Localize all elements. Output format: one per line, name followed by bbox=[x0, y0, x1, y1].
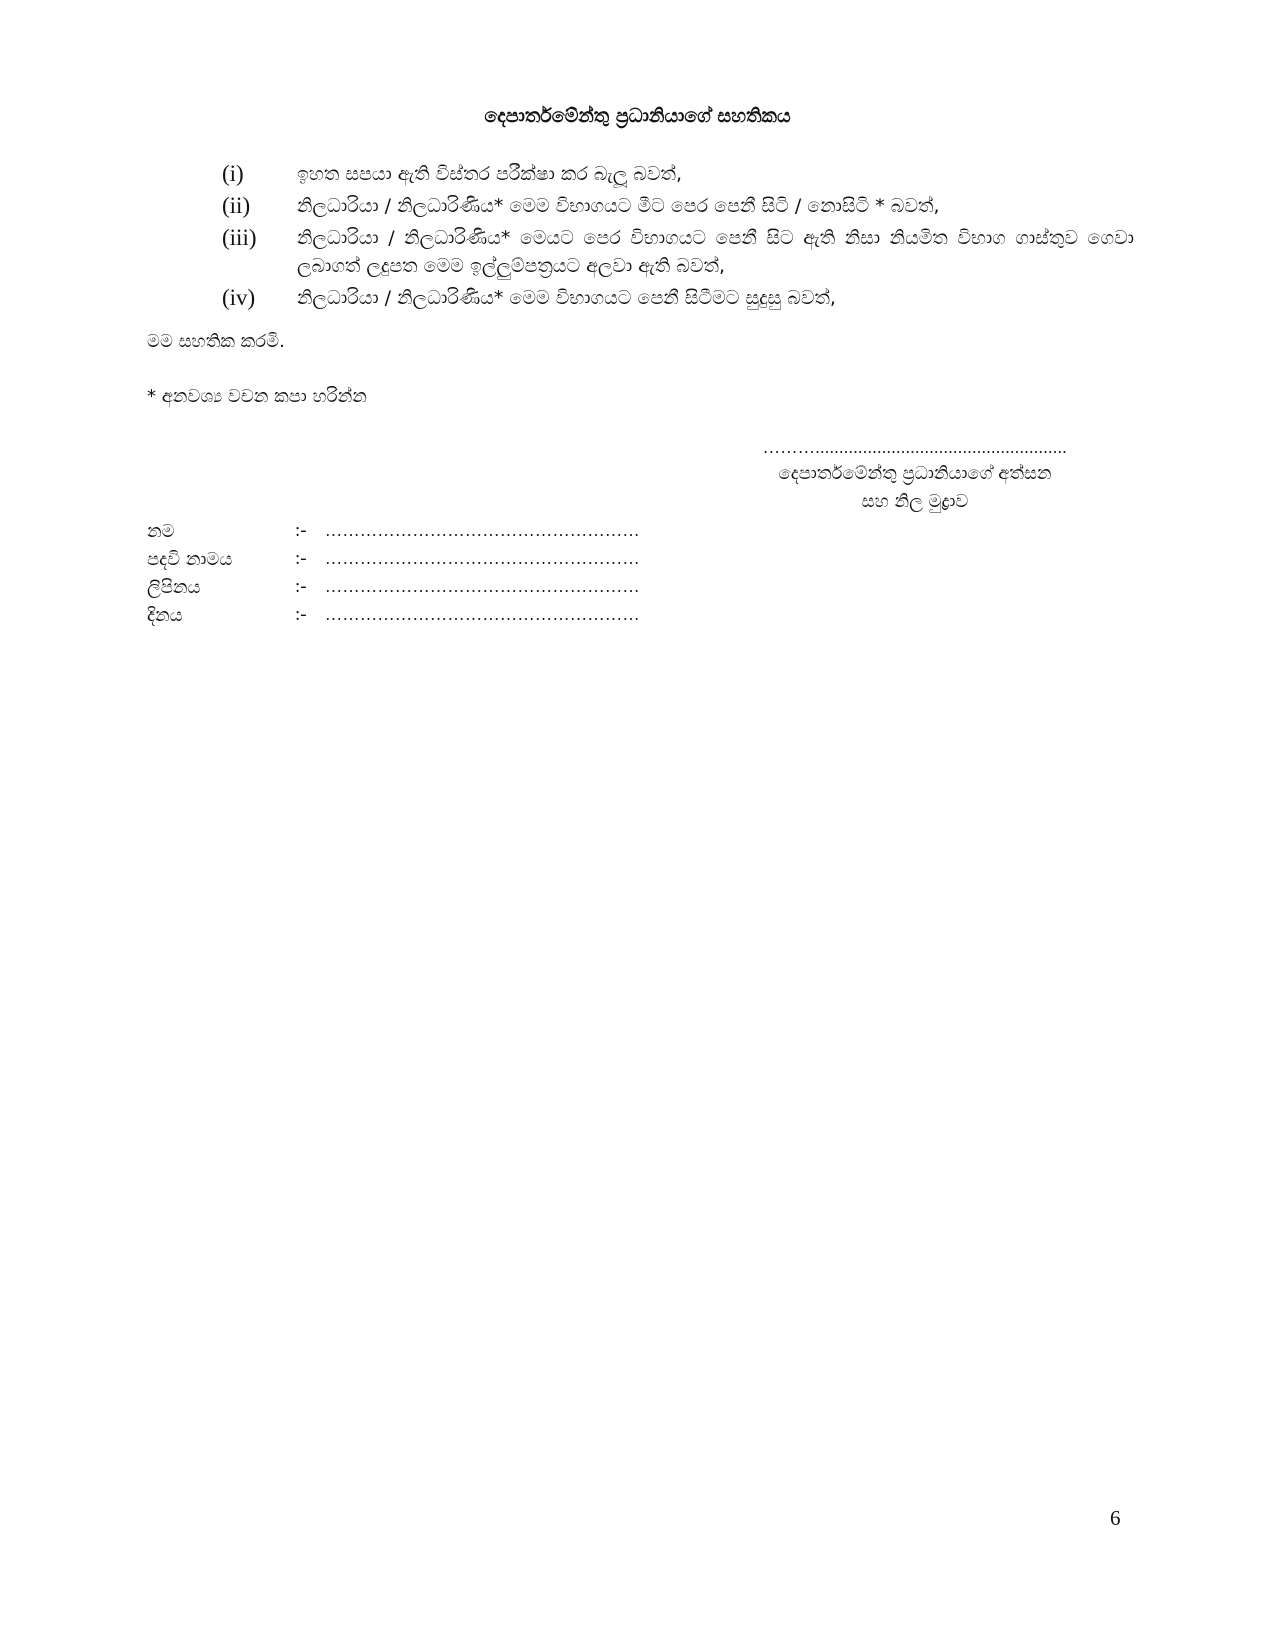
list-item-text: නිලධාරියා / නිලධාරිණිය* මෙම විභාගයට මීට පෙර පෙනී සිටි / නොසිටි * බවත්, bbox=[297, 195, 940, 217]
details-fields bbox=[147, 517, 640, 629]
list-item-number: (iii) bbox=[222, 225, 257, 250]
field-address bbox=[147, 573, 640, 601]
list-item-text: ඉහත සපයා ඇති විස්තර පරීක්ෂා කර බැලූ බවත්, bbox=[297, 163, 683, 185]
page-number: 6 bbox=[1110, 1506, 1121, 1530]
field-date bbox=[147, 601, 640, 629]
field-designation bbox=[147, 545, 640, 573]
field-separator: :- bbox=[295, 604, 307, 625]
list-item-number: (ii) bbox=[222, 193, 251, 218]
field-label: නම bbox=[147, 520, 175, 542]
seal-caption: සහ නිල මුද්‍රාව bbox=[861, 491, 969, 512]
list-item-number: (iv) bbox=[222, 285, 256, 310]
page-title: දෙපාර්තමේන්තු ප්‍රධානියාගේ සහතිකය bbox=[484, 105, 791, 127]
certification-list bbox=[222, 160, 1134, 316]
signature-line: ………..................................................... bbox=[762, 438, 1068, 457]
certification-statement: මම සහතික කරමි. bbox=[147, 331, 285, 352]
field-separator: :- bbox=[295, 576, 307, 597]
list-item-text: නිලධාරියා / නිලධාරිණිය* මෙයට පෙර විභාගයට පෙනී සිට ඇති නිසා නියමිත විභාග ගාස්තුව ගෙවා ලබාගත් ලදුපත මෙම ඉල්ලුම්පත්‍රයට අලවා ඇති බවත්, bbox=[297, 227, 1134, 277]
field-blank: ……………………………………………… bbox=[325, 605, 640, 624]
field-blank: ……………………………………………… bbox=[325, 549, 640, 568]
list-item bbox=[222, 284, 1134, 312]
list-item-text: නිලධාරියා / නිලධාරිණිය* මෙම විභාගයට පෙනී සිටීමට සුදුසු බවත්, bbox=[297, 287, 836, 309]
list-item bbox=[222, 192, 1134, 220]
field-label: පදවි නාමය bbox=[147, 548, 233, 570]
footnote: * අනවශ්‍ය වචන කපා හරින්න bbox=[147, 386, 367, 407]
field-blank: ……………………………………………… bbox=[325, 521, 640, 540]
list-item bbox=[222, 224, 1134, 280]
field-separator: :- bbox=[295, 520, 307, 541]
field-label: දිනය bbox=[147, 604, 183, 626]
field-name bbox=[147, 517, 640, 545]
list-item bbox=[222, 160, 1134, 188]
field-separator: :- bbox=[295, 548, 307, 569]
field-label: ලිපිනය bbox=[147, 576, 201, 598]
signature-caption: දෙපාර්තමේන්තු ප්‍රධානියාගේ අත්සන bbox=[778, 463, 1052, 484]
list-item-number: (i) bbox=[222, 161, 244, 186]
field-blank: ……………………………………………… bbox=[325, 577, 640, 596]
signature-block bbox=[730, 436, 1100, 516]
